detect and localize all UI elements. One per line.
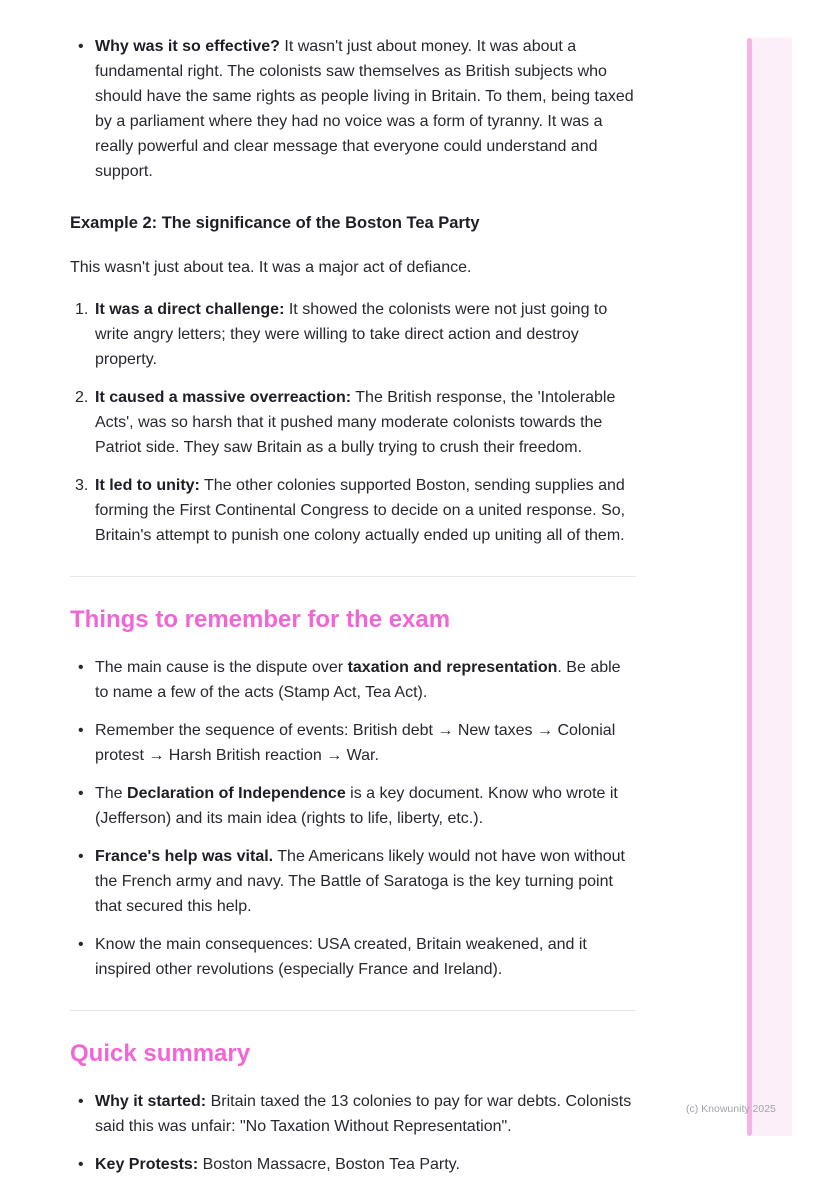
list-item-text: Boston Massacre, Boston Tea Party.	[198, 1156, 460, 1173]
list-item-bold: Declaration of Independence	[127, 785, 346, 802]
list-item	[70, 297, 636, 372]
example2-numbered-list	[70, 297, 636, 548]
intro-bullet-list	[70, 34, 636, 184]
list-item-text: Britain taxed the 13 colonies to pay for war debts. Colonists said this was unfair: "No Taxation Without Representation".	[95, 1093, 632, 1135]
exam-bullet-list	[70, 655, 636, 982]
scrollbar-thumb[interactable]	[747, 38, 752, 1136]
list-item	[70, 473, 636, 548]
list-item-text: is a key document. Know who wrote it (Jefferson) and its main idea (rights to life, liberty, etc.).	[95, 785, 618, 827]
section-divider	[70, 1010, 636, 1011]
list-item-bold: France's help was vital.	[95, 848, 274, 865]
document-content	[70, 34, 636, 1190]
page-edge-highlight	[752, 38, 792, 1136]
exam-section-heading: Things to remember for the exam	[70, 606, 451, 633]
list-item-text-pre: Know the main consequences: USA created, Britain weakened, and it inspired other revolutions (especially France and Ireland).	[95, 936, 587, 978]
summary-bullet-list	[70, 1089, 636, 1177]
list-item-bold: Why it started:	[95, 1093, 207, 1110]
list-item-bold: It led to unity:	[95, 477, 200, 494]
list-item-text: The British response, the 'Intolerable Acts', was so harsh that it pushed many moderate colonists towards the Patriot side. They saw Britain as a bully trying to crush their freedom.	[95, 389, 616, 456]
list-item	[70, 718, 636, 768]
list-item-text: . Be able to name a few of the acts (Stamp Act, Tea Act).	[95, 659, 621, 701]
list-item	[70, 932, 636, 982]
list-item	[70, 655, 636, 705]
list-item	[70, 844, 636, 919]
list-item-text: The other colonies supported Boston, sending supplies and forming the First Continental Congress to decide on a united response. So, Britain's attempt to punish one colony actually ended up uniting all of them.	[95, 477, 626, 544]
list-item	[70, 1089, 636, 1139]
list-item-text-pre: The	[95, 785, 128, 802]
list-item-text: It showed the colonists were not just going to write angry letters; they were willing to take direct action and destroy property.	[95, 301, 608, 368]
list-item-bold: taxation and representation	[347, 659, 558, 676]
list-item-bold: It caused a massive overreaction:	[95, 389, 352, 406]
example2-intro: This wasn't just about tea. It was a major act of defiance.	[70, 259, 472, 276]
list-item-text-pre: Remember the sequence of events: British debt → New taxes → Colonial protest → Harsh British reaction → War.	[95, 722, 616, 764]
list-item-text-pre: The main cause is the dispute over	[95, 659, 348, 676]
example2-heading: Example 2: The significance of the Boston Tea Party	[70, 214, 480, 232]
list-item	[70, 1152, 636, 1177]
list-item	[70, 385, 636, 460]
list-item-bold: It was a direct challenge:	[95, 301, 285, 318]
list-item-text: The Americans likely would not have won without the French army and navy. The Battle of Saratoga is the key turning point that secured this help.	[95, 848, 625, 915]
copyright-watermark: (c) Knowunity 2025	[686, 1103, 776, 1115]
list-item-bold: Key Protests:	[95, 1156, 199, 1173]
list-item	[70, 781, 636, 831]
list-item-text: It wasn't just about money. It was about a fundamental right. The colonists saw themselves as British subjects who should have the same rights as people living in Britain. To them, being taxed by a parliament where they had no voice was a form of tyranny. It was a really powerful and clear message that everyone could understand and support.	[95, 38, 634, 180]
section-divider	[70, 576, 636, 577]
list-item	[70, 34, 636, 184]
list-item-bold: Why was it so effective?	[95, 38, 280, 55]
summary-section-heading: Quick summary	[70, 1040, 251, 1067]
